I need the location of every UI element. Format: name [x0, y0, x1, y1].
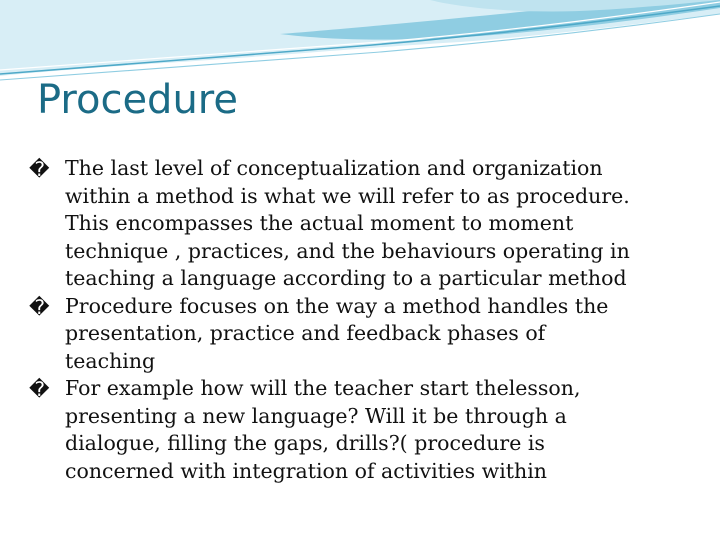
bullet-line: Procedure focuses on the way a method handles the: [65, 293, 609, 318]
bullet-line: presentation, practice and feedback phases of: [65, 321, 546, 345]
bullet-line: teaching: [65, 348, 156, 373]
bullet-line: dialogue, filling the gaps, drills?( procedure is: [65, 431, 545, 455]
bullet-item: [29, 155, 709, 293]
slide-title: Procedure: [37, 77, 238, 123]
bullet-marker-icon: �: [29, 294, 50, 319]
bullet-marker-icon: �: [29, 377, 50, 401]
bullet-line: For example how will the teacher start thelesson,: [65, 376, 581, 400]
bullet-line: within a method is what we will refer to as procedure.: [65, 183, 630, 208]
bullet-line: teaching a language according to a particular method: [65, 266, 627, 290]
bullet-item: [29, 293, 709, 376]
bullet-line: technique , practices, and the behaviours operating in: [65, 238, 630, 263]
bullet-list: [29, 155, 709, 485]
bullet-item: [29, 375, 709, 485]
bullet-line: This encompasses the actual moment to moment: [65, 211, 574, 235]
bullet-line: presenting a new language? Will it be through a: [65, 403, 567, 428]
bullet-line: concerned with integration of activities within: [65, 458, 547, 483]
bullet-line: The last level of conceptualization and organization: [65, 156, 603, 180]
bullet-marker-icon: �: [29, 157, 50, 181]
